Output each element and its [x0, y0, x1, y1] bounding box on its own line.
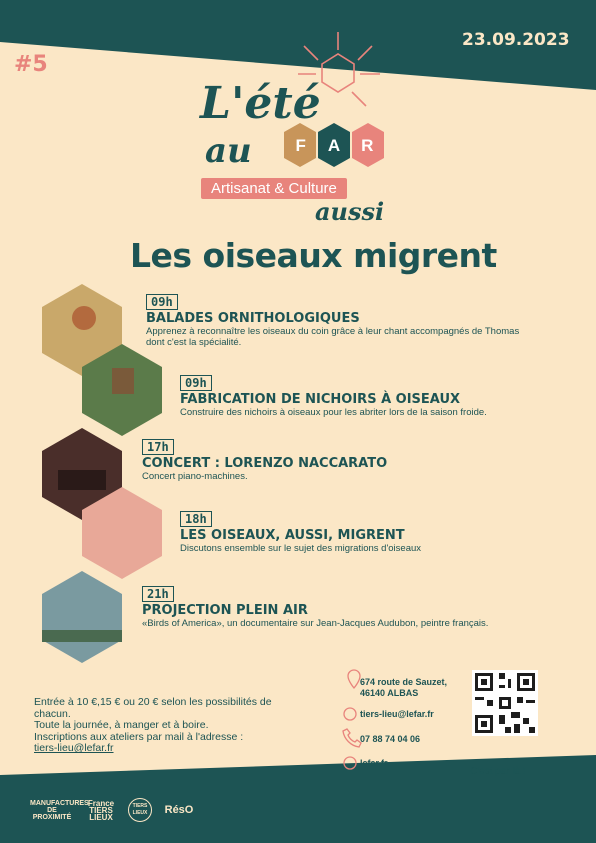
- water-birds-photo: [42, 571, 122, 663]
- issue-number: #5: [14, 52, 48, 77]
- robin-shape: [72, 306, 96, 330]
- event-title: LES OISEAUX, AUSSI, MIGRENT: [180, 528, 405, 543]
- event-description: Discutons ensemble sur le sujet des migrations d'oiseaux: [180, 543, 422, 554]
- event-title: BALADES ORNITHOLOGIQUES: [146, 311, 360, 326]
- address: 674 route de Sauzet, 46140 ALBAS: [360, 677, 448, 698]
- partner-logos: [30, 798, 196, 822]
- event-title: CONCERT : LORENZO NACCARATO: [142, 456, 388, 471]
- title-au: au: [205, 131, 252, 171]
- event-time: 17h: [142, 439, 174, 455]
- logo-reso: RésO: [164, 803, 194, 816]
- phone-number[interactable]: 07 88 74 04 06: [360, 734, 421, 744]
- event-time: 09h: [146, 294, 178, 310]
- event-time: 21h: [142, 586, 174, 602]
- event-description: Construire des nichoirs à oiseaux pour les abriter lors de la saison froide.: [180, 407, 487, 418]
- title-ete: L'été: [200, 78, 321, 129]
- qr-caption: C'est par là !: [470, 766, 526, 777]
- qr-code[interactable]: [472, 670, 538, 736]
- registration-info: Inscriptions aux ateliers par mail à l'adresse :: [34, 730, 244, 743]
- event-2: [180, 374, 560, 418]
- event-1: [146, 293, 526, 348]
- practical-info: [34, 697, 294, 755]
- event-time: 09h: [180, 375, 212, 391]
- aussi-insert: aussi: [315, 197, 385, 226]
- event-description: Concert piano-machines.: [142, 471, 248, 482]
- logo-france-tiers-lieux: France TIERS LIEUX: [87, 798, 115, 822]
- event-date: 23.09.2023: [462, 30, 570, 50]
- category-badge: Artisanat & Culture: [201, 178, 347, 199]
- contact-icons: [343, 670, 361, 769]
- far-letters: F A R: [295, 136, 374, 155]
- event-5: [142, 585, 562, 629]
- event-title: FABRICATION DE NICHOIRS À OISEAUX: [180, 392, 461, 407]
- registration-email-link[interactable]: tiers-lieu@lefar.fr: [34, 742, 114, 754]
- event-description: Apprenez à reconnaître les oiseaux du coin grâce à leur chant accompagnés de Thomas dont c'est la spécialité.: [146, 326, 520, 348]
- event-3: [142, 438, 522, 482]
- event-description: «Birds of America», un documentaire sur Jean-Jacques Audubon, peintre français.: [142, 618, 489, 629]
- logo-tiers-lieux: TIERS LIEUX: [128, 798, 152, 822]
- food-info: Toute la journée, à manger et à boire.: [34, 719, 209, 731]
- page-title: Les oiseaux migrent: [130, 236, 497, 275]
- event-title: PROJECTION PLEIN AIR: [142, 603, 308, 618]
- at-icon: [344, 708, 356, 720]
- event-4: [180, 510, 560, 554]
- location-icon: [348, 670, 360, 688]
- contact-email-link[interactable]: tiers-lieu@lefar.fr: [360, 709, 434, 719]
- website-link[interactable]: lefar.fr: [360, 758, 388, 768]
- phone-icon: [343, 729, 361, 747]
- event-time: 18h: [180, 511, 212, 527]
- logo-manufactures: MANUFACTURES DE PROXIMITÉ: [30, 799, 89, 821]
- price-info: Entrée à 10 €,15 € ou 20 € selon les possibilités de chacun.: [34, 696, 272, 720]
